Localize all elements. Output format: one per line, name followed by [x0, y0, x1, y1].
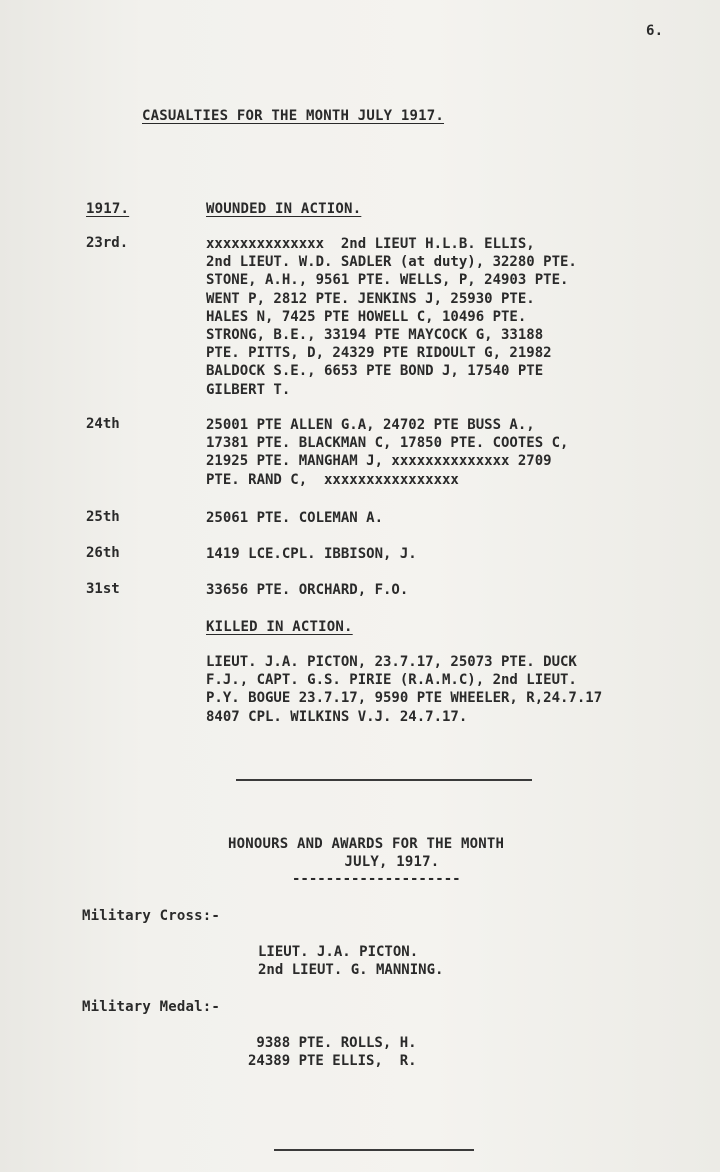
honours-dashes: --------------------: [292, 871, 461, 887]
entry-text: 25061 PTE. COLEMAN A.: [206, 510, 384, 526]
entry-date: 23rd.: [86, 235, 129, 251]
military-medal-label: Military Medal:-: [82, 999, 221, 1015]
entry-date: 25th: [86, 509, 120, 525]
bottom-rule: [274, 1149, 474, 1151]
entry-date: 31st: [86, 581, 120, 597]
military-cross-names: LIEUT. J.A. PICTON. 2nd LIEUT. G. MANNING.: [258, 944, 444, 978]
killed-heading: KILLED IN ACTION.: [206, 619, 353, 635]
killed-text: LIEUT. J.A. PICTON, 23.7.17, 25073 PTE. DUCK F.J., CAPT. G.S. PIRIE (R.A.M.C), 2nd LIEUT. P.Y. BOGUE 23.7.17, 9590 PTE WHEELER, R,24.7.17 8407 CPL. WILKINS V.J. 24.7.17.: [206, 654, 603, 725]
entry-text: xxxxxxxxxxxxxx 2nd LIEUT H.L.B. ELLIS, 2nd LIEUT. W.D. SADLER (at duty), 32280 PTE. STONE, A.H., 9561 PTE. WELLS, P, 24903 PTE. WENT P, 2812 PTE. JENKINS J, 25930 PTE. HALES N, 7425 PTE HOWELL C, 10496 PTE. STRONG, B.E., 33194 PTE MAYCOCK G, 33188 PTE. PITTS, D, 24329 PTE RIDOULT G, 21982 BALDOCK S.E., 6653 PTE BOND J, 17540 PTE GILBERT T.: [206, 236, 577, 398]
entry-text: 25001 PTE ALLEN G.A, 24702 PTE BUSS A., 17381 PTE. BLACKMAN C, 17850 PTE. COOTES C, 21925 PTE. MANGHAM J, xxxxxxxxxxxxxx 2709 PTE. RAND C, xxxxxxxxxxxxxxxx: [206, 417, 569, 488]
wounded-heading: WOUNDED IN ACTION.: [206, 201, 362, 217]
military-medal-names: 9388 PTE. ROLLS, H. 24389 PTE ELLIS, R.: [248, 1035, 417, 1069]
page-number: 6.: [646, 23, 664, 39]
section-year: 1917.: [86, 201, 130, 217]
entry-text: 1419 LCE.CPL. IBBISON, J.: [206, 546, 417, 562]
entry-text: 33656 PTE. ORCHARD, F.O.: [206, 582, 409, 598]
entry-date: 24th: [86, 416, 120, 432]
honours-heading: HONOURS AND AWARDS FOR THE MONTH JULY, 1917.: [228, 836, 505, 870]
military-cross-label: Military Cross:-: [82, 908, 221, 924]
entry-date: 26th: [86, 545, 120, 561]
page-title: CASUALTIES FOR THE MONTH JULY 1917.: [142, 108, 445, 124]
divider-rule: [236, 779, 532, 781]
